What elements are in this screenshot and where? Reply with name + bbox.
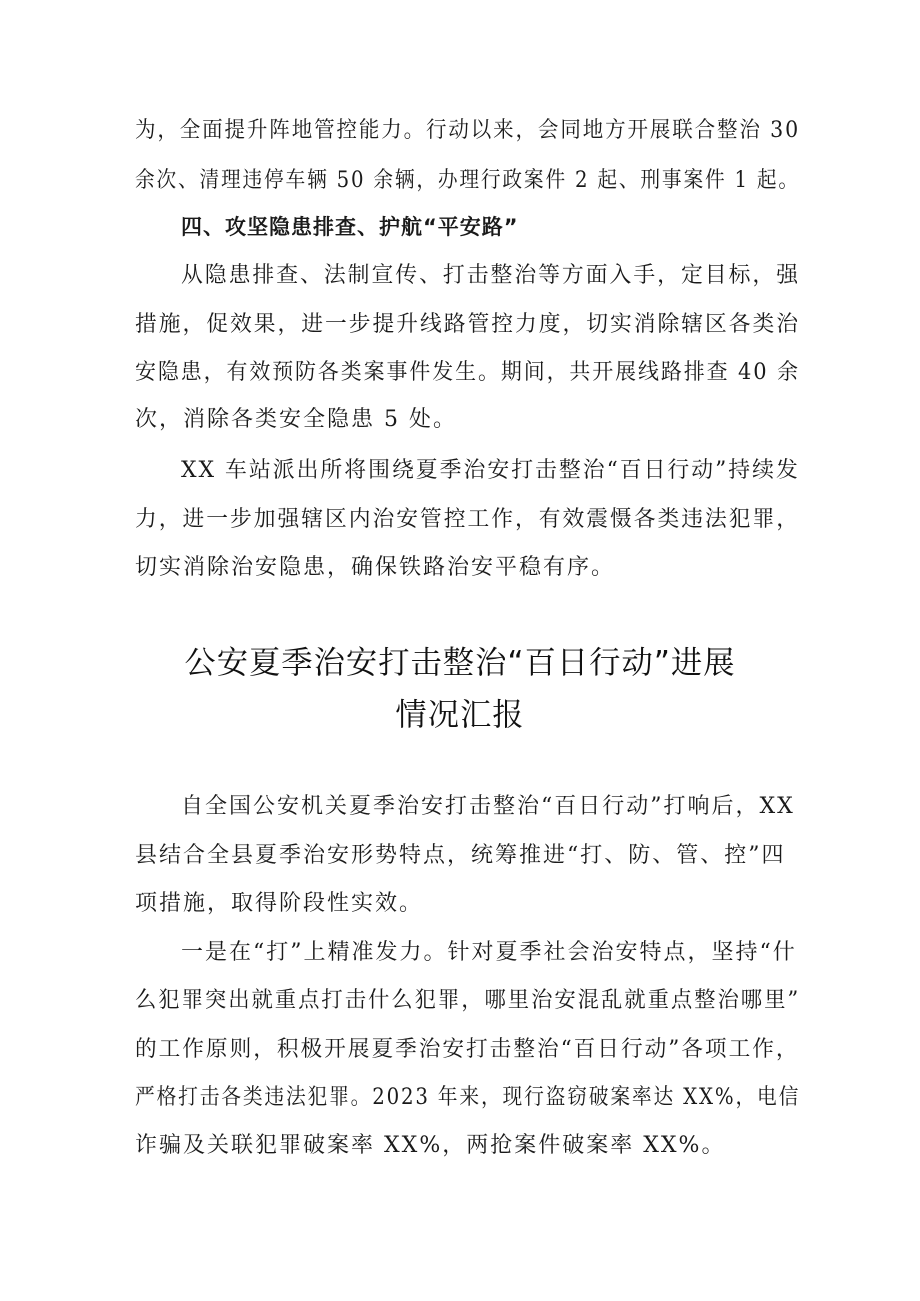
report-title-line: 公安夏季治安打击整治“百日行动”进展 xyxy=(184,645,736,681)
section-heading: 四、攻坚隐患排查、护航“平安路” xyxy=(181,215,519,239)
paragraph-line: 次，消除各类安全隐患 5 处。 xyxy=(135,407,457,432)
paragraph-line: 余次、清理违停车辆 50 余辆，办理行政案件 2 起、刑事案件 1 起。 xyxy=(135,168,800,193)
paragraph-line: 力，进一步加强辖区内治安管控工作，有效震慑各类违法犯罪， xyxy=(135,507,801,532)
paragraph-line: 为，全面提升阵地管控能力。行动以来，会同地方开展联合整治 30 xyxy=(135,118,801,143)
paragraph-line: 从隐患排查、法制宣传、打击整治等方面入手，定目标，强 xyxy=(181,263,801,288)
paragraph-line: 严格打击各类违法犯罪。2023 年来，现行盗窃破案率达 XX%，电信 xyxy=(135,1085,801,1110)
paragraph-line: 自全国公安机关夏季治安打击整治“百日行动”打响后，XX xyxy=(181,794,795,819)
paragraph-line: 措施，促效果，进一步提升线路管控力度，切实消除辖区各类治 xyxy=(135,312,801,337)
paragraph-line: 县结合全县夏季治安形势特点，统筹推进“打、防、管、控”四 xyxy=(135,843,786,868)
paragraph-line: XX 车站派出所将围绕夏季治安打击整治“百日行动”持续发 xyxy=(181,458,800,483)
paragraph-line: 的工作原则，积极开展夏季治安打击整治“百日行动”各项工作， xyxy=(135,1037,800,1062)
report-title-line: 情况汇报 xyxy=(395,697,525,733)
paragraph-line: 安隐患，有效预防各类案事件发生。期间，共开展线路排查 40 余 xyxy=(135,360,800,385)
paragraph-line: 么犯罪突出就重点打击什么犯罪，哪里治安混乱就重点整治哪里” xyxy=(135,988,801,1013)
paragraph-line: 诈骗及关联犯罪破案率 XX%，两抢案件破案率 XX%。 xyxy=(135,1133,726,1158)
paragraph-line: 项措施，取得阶段性实效。 xyxy=(135,891,424,916)
paragraph-line: 一是在“打”上精准发力。针对夏季社会治安特点，坚持“什 xyxy=(181,940,797,965)
paragraph-line: 切实消除治安隐患，确保铁路治安平稳有序。 xyxy=(135,555,616,580)
